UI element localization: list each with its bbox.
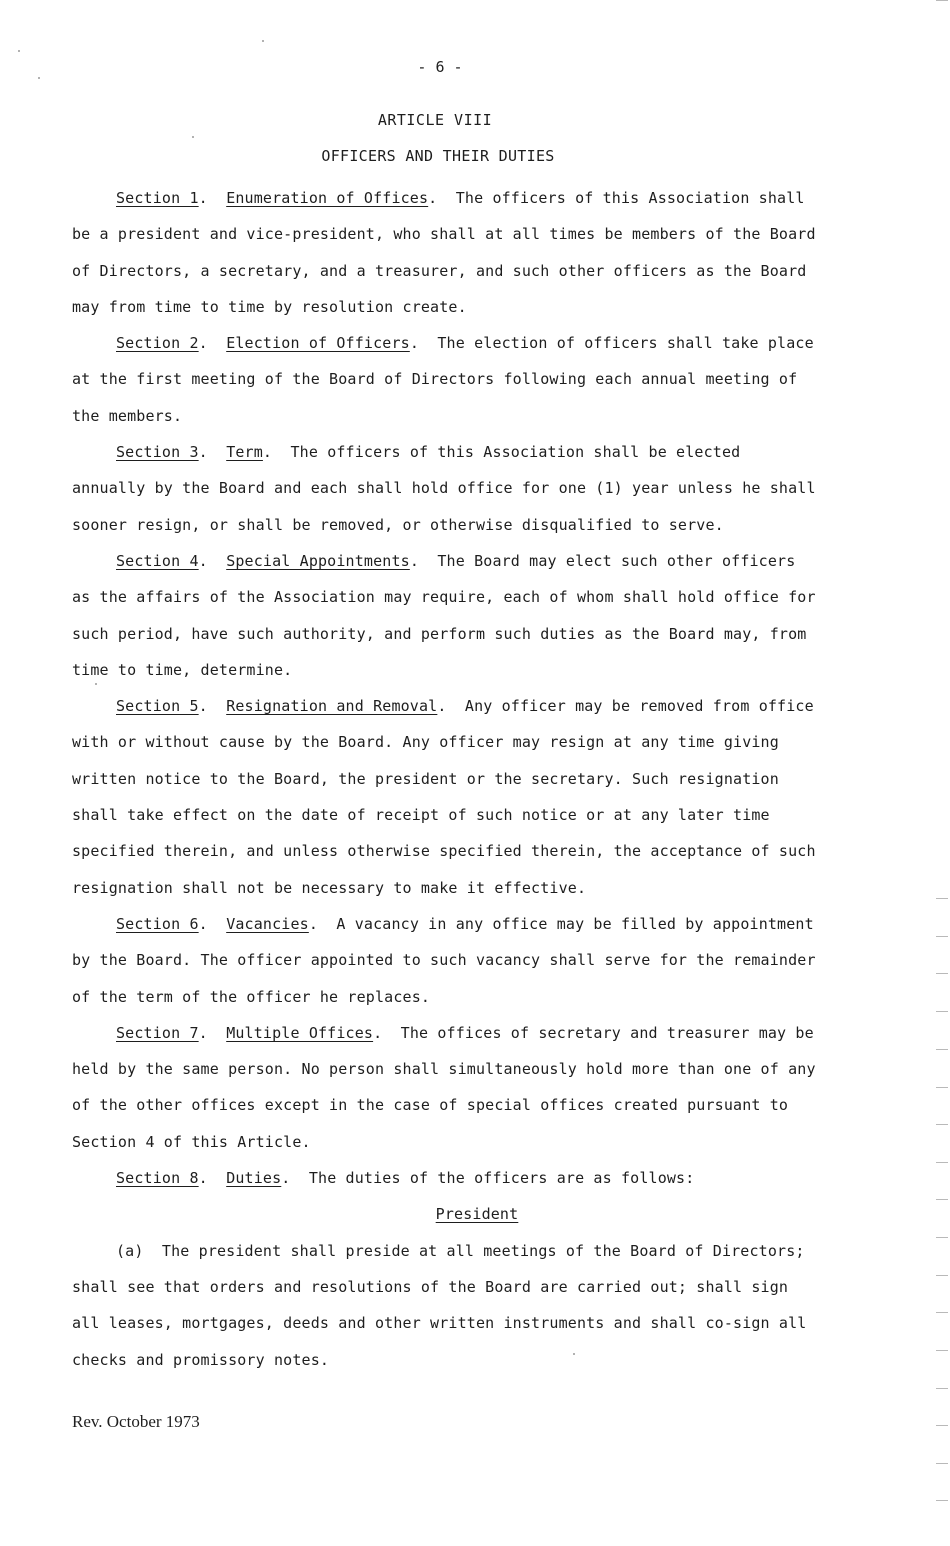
section-title: Election of Officers (226, 334, 410, 353)
section-text: The offices of secretary and treasurer may be held by the same person. No person shall simultaneously hold more than one of any of the other offices except in the case of special offices created pursuant to Section 4 of this Article. (72, 1023, 816, 1151)
article-subtitle: OFFICERS AND THEIR DUTIES (321, 147, 555, 165)
president-duties-paragraph (72, 1233, 822, 1378)
section-title: Vacancies (226, 914, 309, 933)
scan-speck (262, 40, 264, 42)
article-body (72, 180, 822, 1378)
section-paragraph: Section 4. Special Appointments. The Board may elect such other officers as the affairs of the Association may require, each of whom shall hold office for such period, have such authority, and perform such duties as the Board may, from time to time, determine. (72, 551, 816, 679)
section-text: The duties of the officers are as follows: (308, 1169, 695, 1188)
president-heading: President (435, 1205, 519, 1224)
section-paragraph: Section 8. Duties. The duties of the officers are as follows: (116, 1169, 695, 1188)
section-paragraph: Section 2. Election of Officers. The election of officers shall take place at the first meeting of the Board of Directors following each annual meeting of the members. (72, 334, 814, 425)
section-title: Duties (226, 1169, 282, 1188)
item-label: (a) (116, 1241, 144, 1260)
section-label: Section 4 (116, 551, 199, 570)
section-label: Section 2 (116, 334, 199, 353)
scan-speck (38, 77, 40, 79)
item-text: The president shall preside at all meetings of the Board of Directors; shall see that orders and resolutions of the Board are carried out; shall sign all leases, mortgages, deeds and other written instruments and shall co-sign all checks and promissory notes. (72, 1241, 807, 1369)
section-text: The officers of this Association shall be a president and vice-president, who shall at all times be members of the Board of Directors, a secretary, and a treasurer, and such other officers as the Board may from time to time by resolution create. (72, 189, 816, 316)
revision-note: Rev. October 1973 (72, 1412, 200, 1431)
article-title: ARTICLE VIII (377, 111, 493, 129)
section-title: Enumeration of Offices (226, 189, 429, 207)
section-text: A vacancy in any office may be filled by appointment by the Board. The officer appointed to such vacancy shall serve for the remainder of the term of the officer he replaces. (72, 914, 816, 1006)
section-text: Any officer may be removed from office with or without cause by the Board. Any officer may resign at any time giving written notice to the Board, the president or the secretary. Such resignation shall take effect on the date of receipt of such notice or at any later time specified therein, and unless otherwise specified therein, the acceptance of such resignation shall not be necessary to make it effective. (72, 697, 816, 897)
scan-speck (192, 136, 194, 138)
section-label: Section 1 (116, 189, 199, 207)
section-paragraph: Section 7. Multiple Offices. The offices of secretary and treasurer may be held by the same person. No person shall simultaneously hold more than one of any of the other offices except in the case of special offices created pursuant to Section 4 of this Article. (72, 1023, 816, 1151)
section-label: Section 6 (116, 914, 199, 933)
scan-speck (95, 683, 97, 685)
section-paragraph: Section 3. Term. The officers of this Association shall be elected annually by the Board and each shall hold office for one (1) year unless he shall sooner resign, or shall be removed, or otherwise disqualified to serve. (72, 443, 816, 534)
section-title: Resignation and Removal (226, 697, 438, 716)
section-paragraph: Section 5. Resignation and Removal. Any officer may be removed from office with or without cause by the Board. Any officer may resign at any time giving written notice to the Board, the president or the secretary. Such resignation shall take effect on the date of receipt of such notice or at any later time specified therein, and unless otherwise specified therein, the acceptance of such resignation shall not be necessary to make it effective. (72, 697, 816, 897)
section-paragraph: Section 1. Enumeration of Offices. The officers of this Association shall be a president and vice-president, who shall at all times be members of the Board of Directors, a secretary, and a treasurer, and such other officers as the Board may from time to time by resolution create. (72, 189, 816, 316)
section-title: Term (226, 443, 263, 462)
section-text: The officers of this Association shall be elected annually by the Board and each shall hold office for one (1) year unless he shall sooner resign, or shall be removed, or otherwise disqualified to serve. (72, 443, 816, 534)
section-label: Section 5 (116, 697, 199, 716)
scan-edge-marks (934, 0, 948, 1546)
section-text: The election of officers shall take place at the first meeting of the Board of Directors following each annual meeting of the members. (72, 334, 814, 425)
scan-speck (18, 50, 20, 52)
section-label: Section 7 (116, 1023, 199, 1042)
section-label: Section 3 (116, 443, 199, 462)
section-paragraph: Section 6. Vacancies. A vacancy in any office may be filled by appointment by the Board. The officer appointed to such vacancy shall serve for the remainder of the term of the officer he replaces. (72, 914, 816, 1006)
section-title: Special Appointments (226, 551, 410, 570)
section-label: Section 8 (116, 1169, 199, 1188)
page-number: - 6 - (417, 58, 463, 76)
scan-speck (573, 1353, 575, 1355)
section-title: Multiple Offices (226, 1023, 374, 1042)
section-text: The Board may elect such other officers as the affairs of the Association may require, each of whom shall hold office for such period, have such authority, and perform such duties as the Board may, from time to time, determine. (72, 551, 816, 679)
